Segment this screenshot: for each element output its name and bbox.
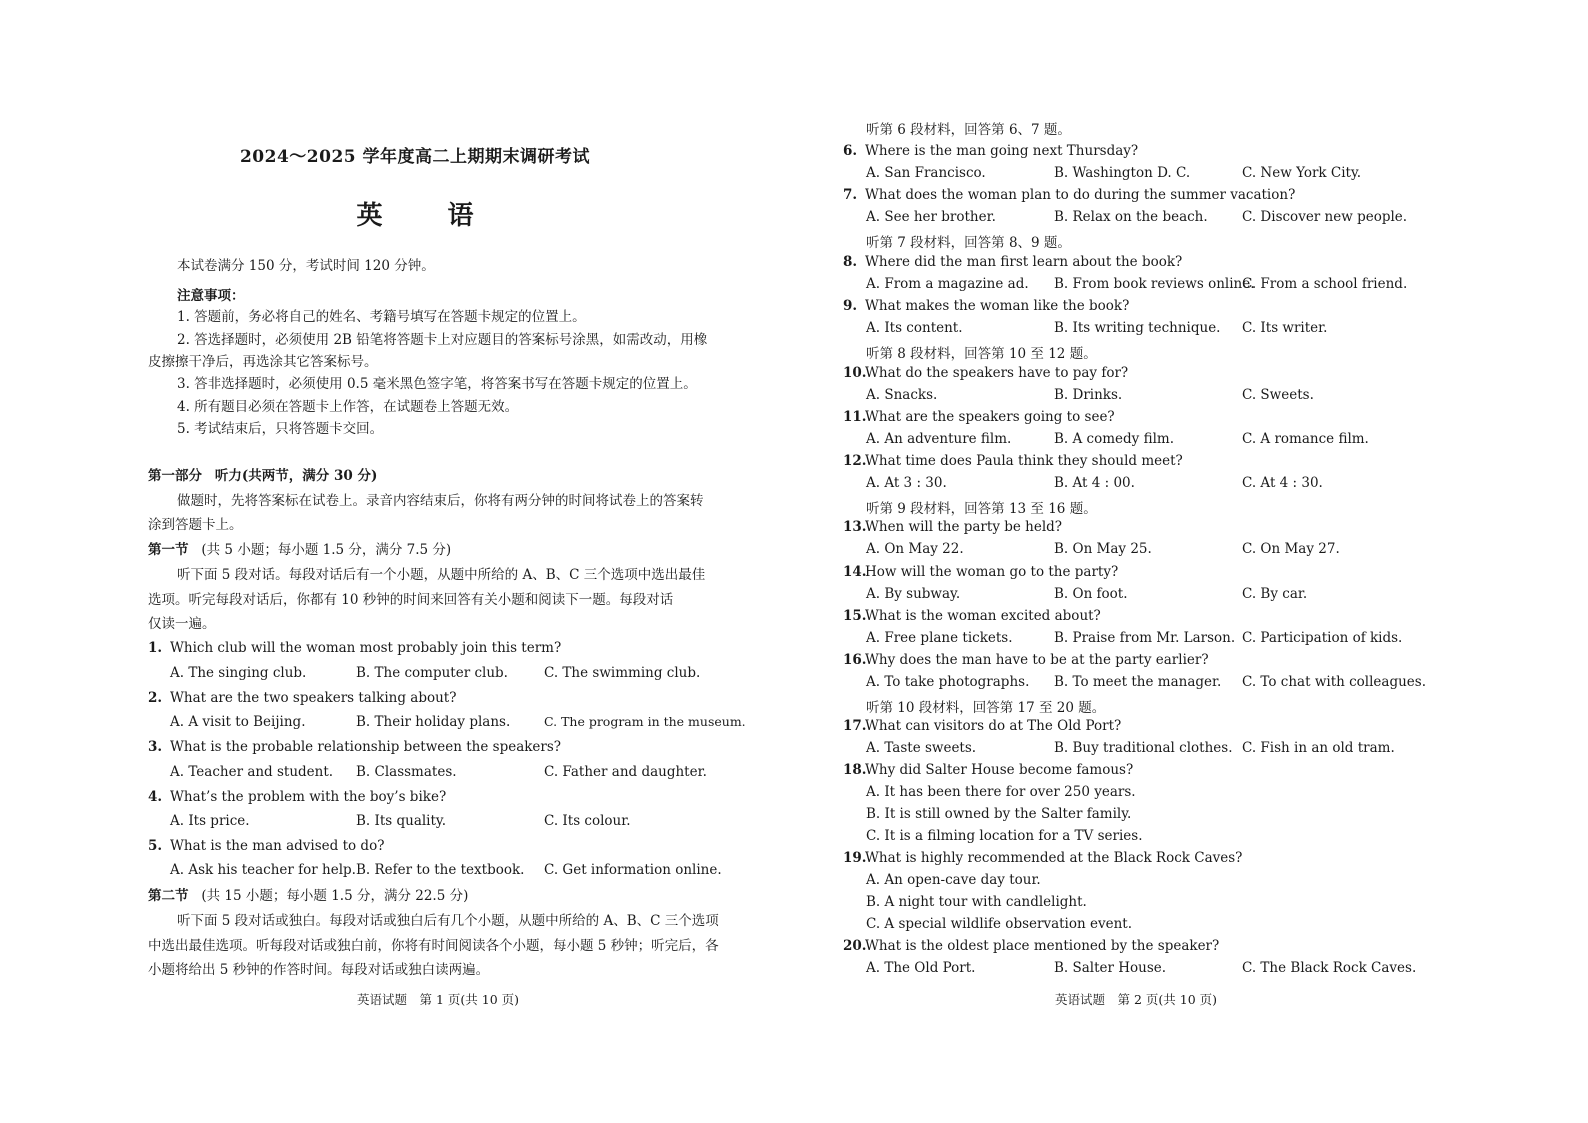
option-c: C. Fish in an old tram. bbox=[1242, 740, 1395, 756]
option-a: A. Taste sweets. bbox=[866, 740, 977, 756]
question-text: What is highly recommended at the Black Rock Caves? bbox=[865, 850, 1243, 866]
question-19 bbox=[843, 850, 1242, 866]
option-a: A. From a magazine ad. bbox=[866, 276, 1029, 292]
question-4 bbox=[148, 789, 446, 805]
question-number: 5. bbox=[148, 838, 163, 854]
section2-intro-2: 中选出最佳选项。听每段对话或独白前，你将有时间阅读各个小题，每小题 5 秒钟；听完后，各 bbox=[148, 938, 719, 954]
part1-intro-1: 做题时，先将答案标在试卷上。录音内容结束后，你将有两分钟的时间将试卷上的答案转 bbox=[177, 493, 704, 509]
section2-intro-1: 听下面 5 段对话或独白。每段对话或独白后有几个小题，从题中所给的 A、B、C 三个选项 bbox=[177, 913, 719, 929]
option-a: A. It has been there for over 250 years. bbox=[866, 784, 1136, 800]
section2-sub: (共 15 小题；每小题 1.5 分，满分 22.5 分) bbox=[201, 888, 469, 904]
question-number: 19. bbox=[843, 850, 867, 866]
material-7-heading: 听第 7 段材料，回答第 8、9 题。 bbox=[866, 235, 1071, 251]
notice-2-cont: 皮擦擦干净后，再选涂其它答案标号。 bbox=[148, 354, 378, 370]
question-number: 6. bbox=[843, 143, 858, 159]
question-text: What does the woman plan to do during the summer vacation? bbox=[865, 187, 1296, 203]
question-text: What makes the woman like the book? bbox=[865, 298, 1130, 314]
option-b: B. The computer club. bbox=[356, 665, 508, 681]
section1-intro-1: 听下面 5 段对话。每段对话后有一个小题，从题中所给的 A、B、C 三个选项中选出最佳 bbox=[177, 567, 706, 583]
part1-intro-2: 涂到答题卡上。 bbox=[148, 517, 243, 533]
option-a: A. See her brother. bbox=[866, 209, 996, 225]
option-b: B. Drinks. bbox=[1054, 387, 1123, 403]
material-6-heading: 听第 6 段材料，回答第 6、7 题。 bbox=[866, 122, 1071, 138]
option-b: B. Salter House. bbox=[1054, 960, 1167, 976]
option-b: B. Its quality. bbox=[356, 813, 447, 829]
score-note: 本试卷满分 150 分，考试时间 120 分钟。 bbox=[177, 258, 435, 274]
question-number: 15. bbox=[843, 608, 867, 624]
question-number: 12. bbox=[843, 453, 867, 469]
option-c: C. By car. bbox=[1242, 586, 1308, 602]
option-c: C. It is a filming location for a TV series. bbox=[866, 828, 1143, 844]
part1-title: 第一部分 bbox=[148, 468, 202, 484]
option-c: C. The program in the museum. bbox=[544, 714, 746, 729]
material-8-heading: 听第 8 段材料，回答第 10 至 12 题。 bbox=[866, 346, 1097, 362]
option-a: A. Teacher and student. bbox=[170, 764, 334, 780]
exam-title: 2024～2025 学年度高二上期期末调研考试 bbox=[239, 147, 591, 167]
question-20 bbox=[843, 938, 1219, 954]
option-b: B. Their holiday plans. bbox=[356, 714, 511, 730]
question-number: 9. bbox=[843, 298, 858, 314]
question-2 bbox=[148, 690, 456, 706]
question-number: 8. bbox=[843, 254, 858, 270]
question-number: 10. bbox=[843, 365, 867, 381]
option-b: B. At 4 : 00. bbox=[1054, 475, 1135, 491]
question-1 bbox=[148, 640, 561, 656]
option-b: B. Classmates. bbox=[356, 764, 457, 780]
question-number: 16. bbox=[843, 652, 867, 668]
question-17 bbox=[843, 718, 1121, 734]
option-b: B. Its writing technique. bbox=[1054, 320, 1221, 336]
page-footer: 英语试题 第 1 页(共 10 页) bbox=[357, 992, 520, 1007]
question-number: 13. bbox=[843, 519, 867, 535]
question-number: 7. bbox=[843, 187, 858, 203]
question-number: 11. bbox=[843, 409, 867, 425]
notice-2: 2. 答选择题时，必须使用 2B 铅笔将答题卡上对应题目的答案标号涂黑，如需改动，用橡 bbox=[177, 332, 708, 348]
option-b: B. Relax on the beach. bbox=[1054, 209, 1208, 225]
option-a: A. Its content. bbox=[866, 320, 963, 336]
option-a: A. A visit to Beijing. bbox=[170, 714, 306, 730]
option-c: C. Participation of kids. bbox=[1242, 630, 1403, 646]
option-a: A. On May 22. bbox=[866, 541, 964, 557]
question-5 bbox=[148, 838, 384, 854]
notice-4: 4. 所有题目必须在答题卡上作答，在试题卷上答题无效。 bbox=[177, 399, 519, 415]
option-c: C. Get information online. bbox=[544, 862, 722, 878]
section2-heading bbox=[148, 886, 468, 906]
question-9 bbox=[843, 298, 1129, 314]
question-8 bbox=[843, 254, 1182, 270]
part1-heading bbox=[148, 466, 377, 486]
part1-sub: 听力(共两节，满分 30 分) bbox=[214, 468, 378, 484]
option-c: C. At 4 : 30. bbox=[1242, 475, 1323, 491]
section2-intro-3: 小题将给出 5 秒钟的作答时间。每段对话或独白读两遍。 bbox=[148, 962, 490, 978]
question-text: What is the man advised to do? bbox=[170, 838, 385, 854]
option-b: B. On May 25. bbox=[1054, 541, 1152, 557]
question-text: What can visitors do at The Old Port? bbox=[865, 718, 1122, 734]
section1-intro-3: 仅读一遍。 bbox=[148, 616, 216, 632]
question-text: What is the woman excited about? bbox=[865, 608, 1101, 624]
section1-title: 第一节 bbox=[148, 542, 189, 558]
question-text: What is the probable relationship between the speakers? bbox=[170, 739, 562, 755]
option-a: A. Snacks. bbox=[866, 387, 938, 403]
question-text: What’s the problem with the boy’s bike? bbox=[170, 789, 447, 805]
notice-title: 注意事项： bbox=[177, 288, 245, 304]
option-a: A. Ask his teacher for help. bbox=[170, 862, 356, 878]
material-10-heading: 听第 10 段材料，回答第 17 至 20 题。 bbox=[866, 700, 1106, 716]
section2-title: 第二节 bbox=[148, 888, 189, 904]
question-7 bbox=[843, 187, 1295, 203]
option-c: C. From a school friend. bbox=[1242, 276, 1408, 292]
question-number: 3. bbox=[148, 739, 163, 755]
option-b: B. A night tour with candlelight. bbox=[866, 894, 1087, 910]
question-6 bbox=[843, 143, 1138, 159]
option-c: C. Its writer. bbox=[1242, 320, 1328, 336]
question-text: Why did Salter House become famous? bbox=[865, 762, 1134, 778]
question-number: 20. bbox=[843, 938, 867, 954]
option-a: A. Free plane tickets. bbox=[866, 630, 1013, 646]
option-b: B. Praise from Mr. Larson. bbox=[1054, 630, 1236, 646]
page-footer: 英语试题 第 2 页(共 10 页) bbox=[1055, 992, 1218, 1007]
option-c: C. The Black Rock Caves. bbox=[1242, 960, 1417, 976]
option-a: A. Its price. bbox=[170, 813, 250, 829]
option-c: C. A romance film. bbox=[1242, 431, 1369, 447]
section1-sub: (共 5 小题；每小题 1.5 分，满分 7.5 分) bbox=[201, 542, 452, 558]
option-a: A. An open-cave day tour. bbox=[866, 872, 1041, 888]
question-text: How will the woman go to the party? bbox=[865, 564, 1119, 580]
option-c: C. Its colour. bbox=[544, 813, 631, 829]
option-a: A. The singing club. bbox=[170, 665, 307, 681]
option-c: C. Sweets. bbox=[1242, 387, 1314, 403]
option-b: B. Washington D. C. bbox=[1054, 165, 1191, 181]
question-text: When will the party be held? bbox=[865, 519, 1063, 535]
section1-heading bbox=[148, 540, 451, 560]
question-15 bbox=[843, 608, 1101, 624]
material-9-heading: 听第 9 段材料，回答第 13 至 16 题。 bbox=[866, 501, 1097, 517]
option-c: C. The swimming club. bbox=[544, 665, 701, 681]
option-b: B. On foot. bbox=[1054, 586, 1128, 602]
option-a: A. An adventure film. bbox=[866, 431, 1012, 447]
question-number: 17. bbox=[843, 718, 867, 734]
question-12 bbox=[843, 453, 1183, 469]
question-text: Where is the man going next Thursday? bbox=[865, 143, 1139, 159]
question-text: Which club will the woman most probably join this term? bbox=[170, 640, 562, 656]
question-number: 2. bbox=[148, 690, 163, 706]
option-b: B. Buy traditional clothes. bbox=[1054, 740, 1233, 756]
question-3 bbox=[148, 739, 561, 755]
question-number: 18. bbox=[843, 762, 867, 778]
subject-title: 英 语 bbox=[356, 201, 502, 231]
question-number: 4. bbox=[148, 789, 163, 805]
question-text: What time does Paula think they should meet? bbox=[865, 453, 1183, 469]
question-text: Why does the man have to be at the party earlier? bbox=[865, 652, 1209, 668]
option-b: B. Refer to the textbook. bbox=[356, 862, 525, 878]
option-b: B. To meet the manager. bbox=[1054, 674, 1222, 690]
option-a: A. By subway. bbox=[866, 586, 961, 602]
question-14 bbox=[843, 564, 1118, 580]
notice-1: 1. 答题前，务必将自己的姓名、考籍号填写在答题卡规定的位置上。 bbox=[177, 309, 586, 325]
option-c: C. A special wildlife observation event. bbox=[866, 916, 1132, 932]
question-number: 14. bbox=[843, 564, 867, 580]
option-a: A. To take photographs. bbox=[866, 674, 1030, 690]
section1-intro-2: 选项。听完每段对话后，你都有 10 秒钟的时间来回答有关小题和阅读下一题。每段对话 bbox=[148, 592, 674, 608]
option-c: C. To chat with colleagues. bbox=[1242, 674, 1427, 690]
option-a: A. San Francisco. bbox=[866, 165, 986, 181]
option-c: C. Father and daughter. bbox=[544, 764, 707, 780]
question-10 bbox=[843, 365, 1128, 381]
question-16 bbox=[843, 652, 1209, 668]
question-number: 1. bbox=[148, 640, 163, 656]
question-text: What are the speakers going to see? bbox=[865, 409, 1115, 425]
option-b: B. A comedy film. bbox=[1054, 431, 1174, 447]
option-c: C. New York City. bbox=[1242, 165, 1362, 181]
option-b: B. From book reviews online. bbox=[1054, 276, 1255, 292]
question-11 bbox=[843, 409, 1115, 425]
exam-page-1 bbox=[0, 0, 790, 1123]
option-c: C. On May 27. bbox=[1242, 541, 1340, 557]
option-c: C. Discover new people. bbox=[1242, 209, 1408, 225]
option-b: B. It is still owned by the Salter family. bbox=[866, 806, 1132, 822]
question-text: What are the two speakers talking about? bbox=[170, 690, 457, 706]
question-text: What is the oldest place mentioned by the speaker? bbox=[865, 938, 1220, 954]
option-a: A. The Old Port. bbox=[866, 960, 976, 976]
notice-3: 3. 答非选择题时，必须使用 0.5 毫米黑色签字笔，将答案书写在答题卡规定的位置上。 bbox=[177, 376, 697, 392]
notice-5: 5. 考试结束后，只将答题卡交回。 bbox=[177, 421, 384, 437]
question-13 bbox=[843, 519, 1062, 535]
question-text: What do the speakers have to pay for? bbox=[865, 365, 1129, 381]
option-a: A. At 3 : 30. bbox=[866, 475, 947, 491]
exam-page-2 bbox=[790, 0, 1588, 1123]
question-text: Where did the man first learn about the book? bbox=[865, 254, 1183, 270]
question-18 bbox=[843, 762, 1133, 778]
